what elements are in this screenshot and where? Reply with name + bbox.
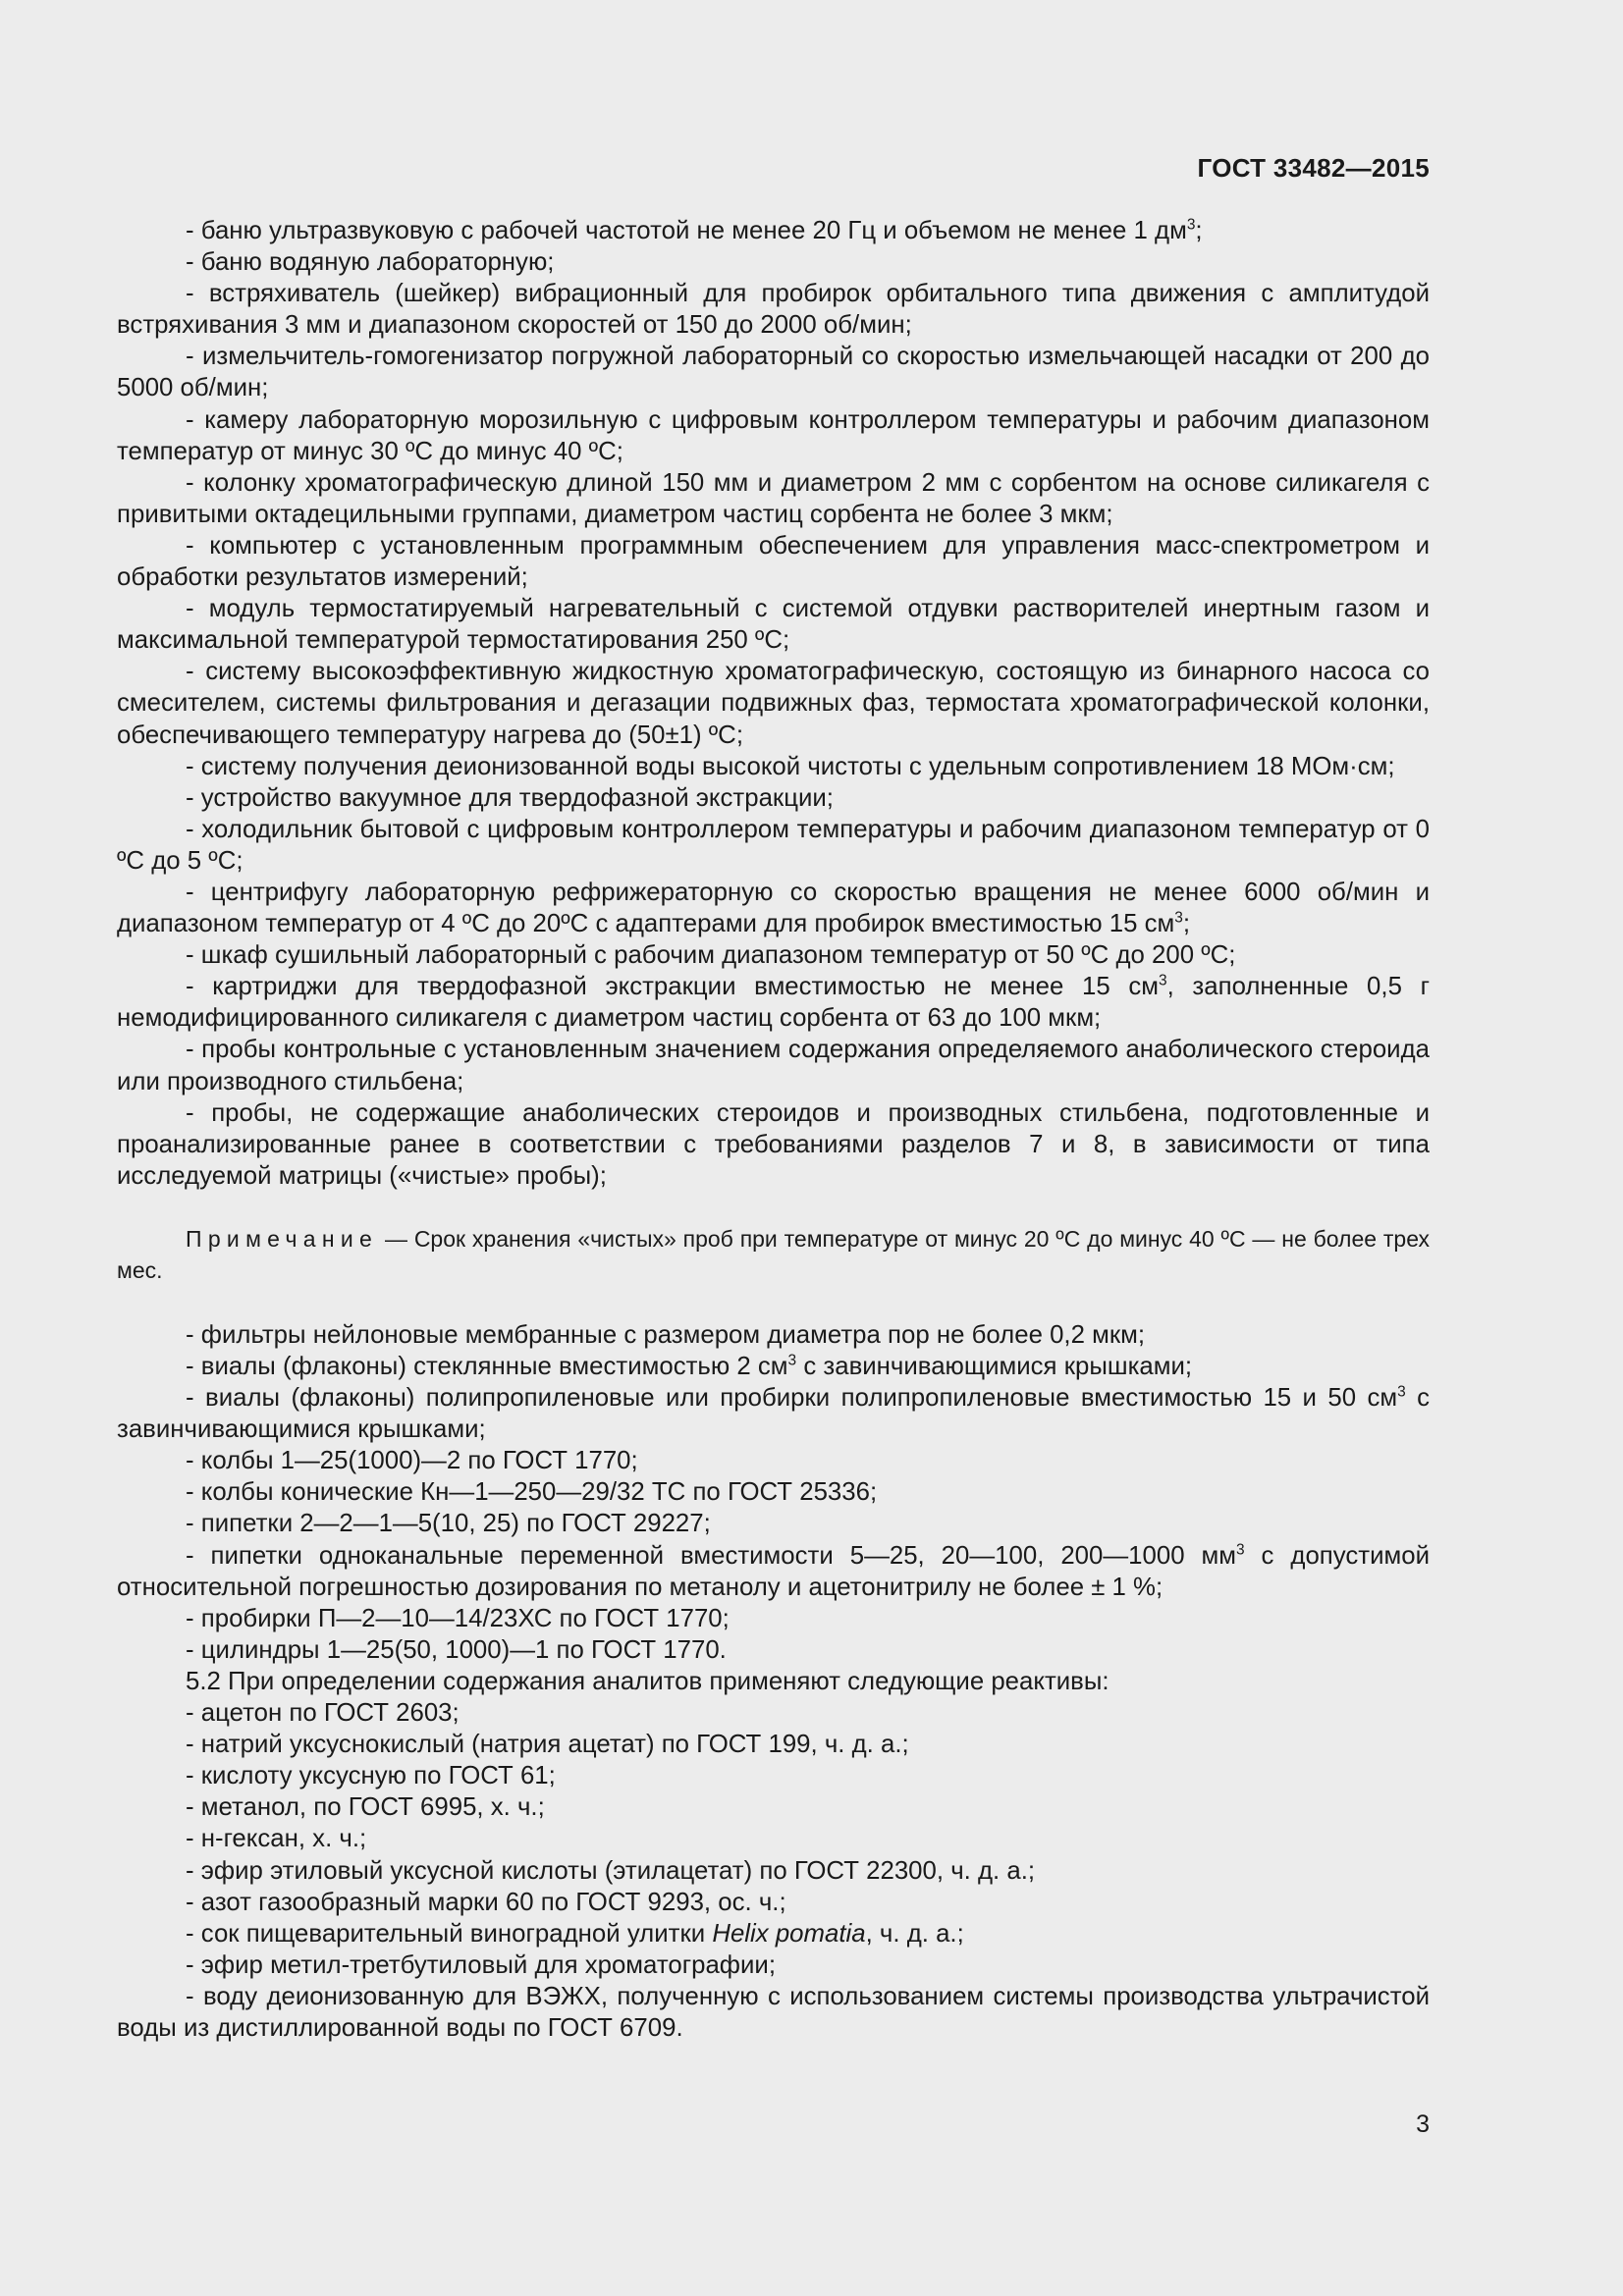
list-item: - пробы контрольные с установленным значением содержания определяемого анаболического стероида или производного стильбена;: [117, 1036, 1430, 1095]
list-item: - баню водяную лабораторную;: [186, 248, 555, 277]
note: [117, 1223, 1430, 1286]
list-item: - шкаф сушильный лабораторный с рабочим диапазоном температур от 50 ºС до 200 ºС;: [186, 941, 1236, 970]
list-item: 5.2 При определении содержания аналитов применяют следующие реактивы:: [186, 1667, 1109, 1695]
list-item: - воду деионизованную для ВЭЖХ, полученную с использованием системы производства ультрачистой воды из дистиллированной воды по ГОСТ 6709.: [117, 1982, 1430, 2042]
equipment-list: [117, 215, 1430, 1192]
list-item: - пипетки одноканальные переменной вместимости 5—25, 20—100, 200—1000 $мм^3$ с допустимой относительной погрешностью дозирования по метанолу и ацетонитрилу не более ± 1 %;: [117, 1540, 1430, 1601]
list-item: - баню ультразвуковую с рабочей частотой не менее 20 Гц и объемом не менее 1 $дм^3$;: [186, 216, 1203, 244]
list-item: - метанол, по ГОСТ 6995, х. ч.;: [186, 1793, 545, 1822]
list-item: - модуль термостатируемый нагревательный с системой отдувки растворителей инертным газом и максимальной температурой термостатирования 250 ºС;: [117, 595, 1430, 655]
list-item: - кислоту уксусную по ГОСТ 61;: [186, 1762, 556, 1790]
list-item: - пипетки 2—2—1—5(10, 25) по ГОСТ 29227;: [186, 1510, 711, 1538]
list-item: - устройство вакуумное для твердофазной экстракции;: [186, 783, 834, 812]
document-body: [117, 215, 1430, 2044]
list-item: - эфир этиловый уксусной кислоты (этилацетат) по ГОСТ 22300, ч. д. а.;: [186, 1856, 1036, 1885]
reagent-list: [117, 1887, 1430, 1918]
list-item: - цилиндры 1—25(50, 1000)—1 по ГОСТ 1770.: [186, 1635, 727, 1664]
document-header: ГОСТ 33482—2015: [1197, 153, 1430, 183]
equipment-list-continued: [117, 1319, 1430, 1887]
list-item: - ацетон по ГОСТ 2603;: [186, 1699, 460, 1728]
list-item: - картриджи для твердофазной экстракции вместимостью не менее 15 $см^3$, заполненные 0,5 г немодифицированного силикагеля с диаметром частиц сорбента от 63 до 100 мкм;: [117, 972, 1430, 1033]
list-item: - систему получения деионизованной воды высокой чистоты с удельным сопротивлением 18 МОм·см;: [186, 752, 1395, 780]
list-item: - фильтры нейлоновые мембранные с размером диаметра пор не более 0,2 мкм;: [186, 1320, 1146, 1349]
list-item: - центрифугу лабораторную рефрижераторную со скоростью вращения не менее 6000 об/мин и диапазоном температур от 4 ºС до 20ºС с адаптерами для пробирок вместимостью 15 $см^3$;: [117, 878, 1430, 938]
list-item: - холодильник бытовой с цифровым контроллером температуры и рабочим диапазоном температур от 0 ºС до 5 ºС;: [117, 815, 1430, 875]
list-item: - натрий уксуснокислый (натрия ацетат) по ГОСТ 199, ч. д. а.;: [186, 1731, 909, 1759]
list-item: - компьютер с установленным программным обеспечением для управления масс-спектрометром и обработки результатов измерений;: [117, 531, 1430, 592]
list-item: - н-гексан, х. ч.;: [186, 1825, 367, 1853]
page-number: 3: [1416, 2110, 1430, 2138]
list-item: - колбы конические Кн—1—250—29/32 ТС по ГОСТ 25336;: [186, 1478, 878, 1507]
list-item: - колбы 1—25(1000)—2 по ГОСТ 1770;: [186, 1447, 638, 1475]
list-item: - измельчитель-гомогенизатор погружной лабораторный со скоростью измельчающей насадки от 200 до 5000 об/мин;: [117, 343, 1430, 402]
list-item: - виалы (флаконы) полипропиленовые или пробирки полипропиленовые вместимостью 15 и 50 $см^3$ с завинчивающимися крышками;: [117, 1383, 1430, 1444]
list-item: - встряхиватель (шейкер) вибрационный для пробирок орбитального типа движения с амплитудой встряхивания 3 мм и диапазоном скоростей от 150 до 2000 об/мин;: [117, 280, 1430, 340]
reagent-list-continued: [117, 1949, 1430, 2044]
note-label: Примечание: [186, 1225, 379, 1252]
list-item: - пробы, не содержащие анаболических стероидов и производных стильбена, подготовленные и проанализированные ранее в соответствии с требованиями разделов 7 и 8, в зависимости от типа исследуемой матрицы («чистые» пробы);: [117, 1098, 1430, 1190]
list-item: - азот газообразный марки 60 по ГОСТ 9293, ос. ч.;: [186, 1888, 786, 1916]
note-text: — Срок хранения «чистых» проб при температуре от минус 20 ºС до минус 40 ºС — не более трех мес.: [117, 1225, 1430, 1283]
list-item: - виалы (флаконы) стеклянные вместимостью 2 $см^3$ с завинчивающимися крышками;: [186, 1352, 1193, 1380]
list-item: - систему высокоэффективную жидкостную хроматографическую, состоящую из бинарного насоса со смесителем, системы фильтрования и дегазации подвижных фаз, термостата хроматографической колонки, обеспечивающего температуру нагрева до (50±1) ºС;: [117, 658, 1430, 749]
list-item-helix: - сок пищеварительный виноградной улитки Helix pomatia, ч. д. а.;: [186, 1919, 964, 1948]
list-item: - колонку хроматографическую длиной 150 мм и диаметром 2 мм с сорбентом на основе силикагеля с привитыми октадецильными группами, диаметром частиц сорбента не более 3 мкм;: [117, 468, 1430, 528]
list-item: - эфир метил-третбутиловый для хроматографии;: [186, 1950, 777, 1979]
species-name: Helix pomatia: [712, 1919, 866, 1948]
list-item: - камеру лабораторную морозильную с цифровым контроллером температуры и рабочим диапазоном температур от минус 30 ºС до минус 40 ºС;: [117, 405, 1430, 465]
list-item: - пробирки П—2—10—14/23ХС по ГОСТ 1770;: [186, 1604, 730, 1632]
